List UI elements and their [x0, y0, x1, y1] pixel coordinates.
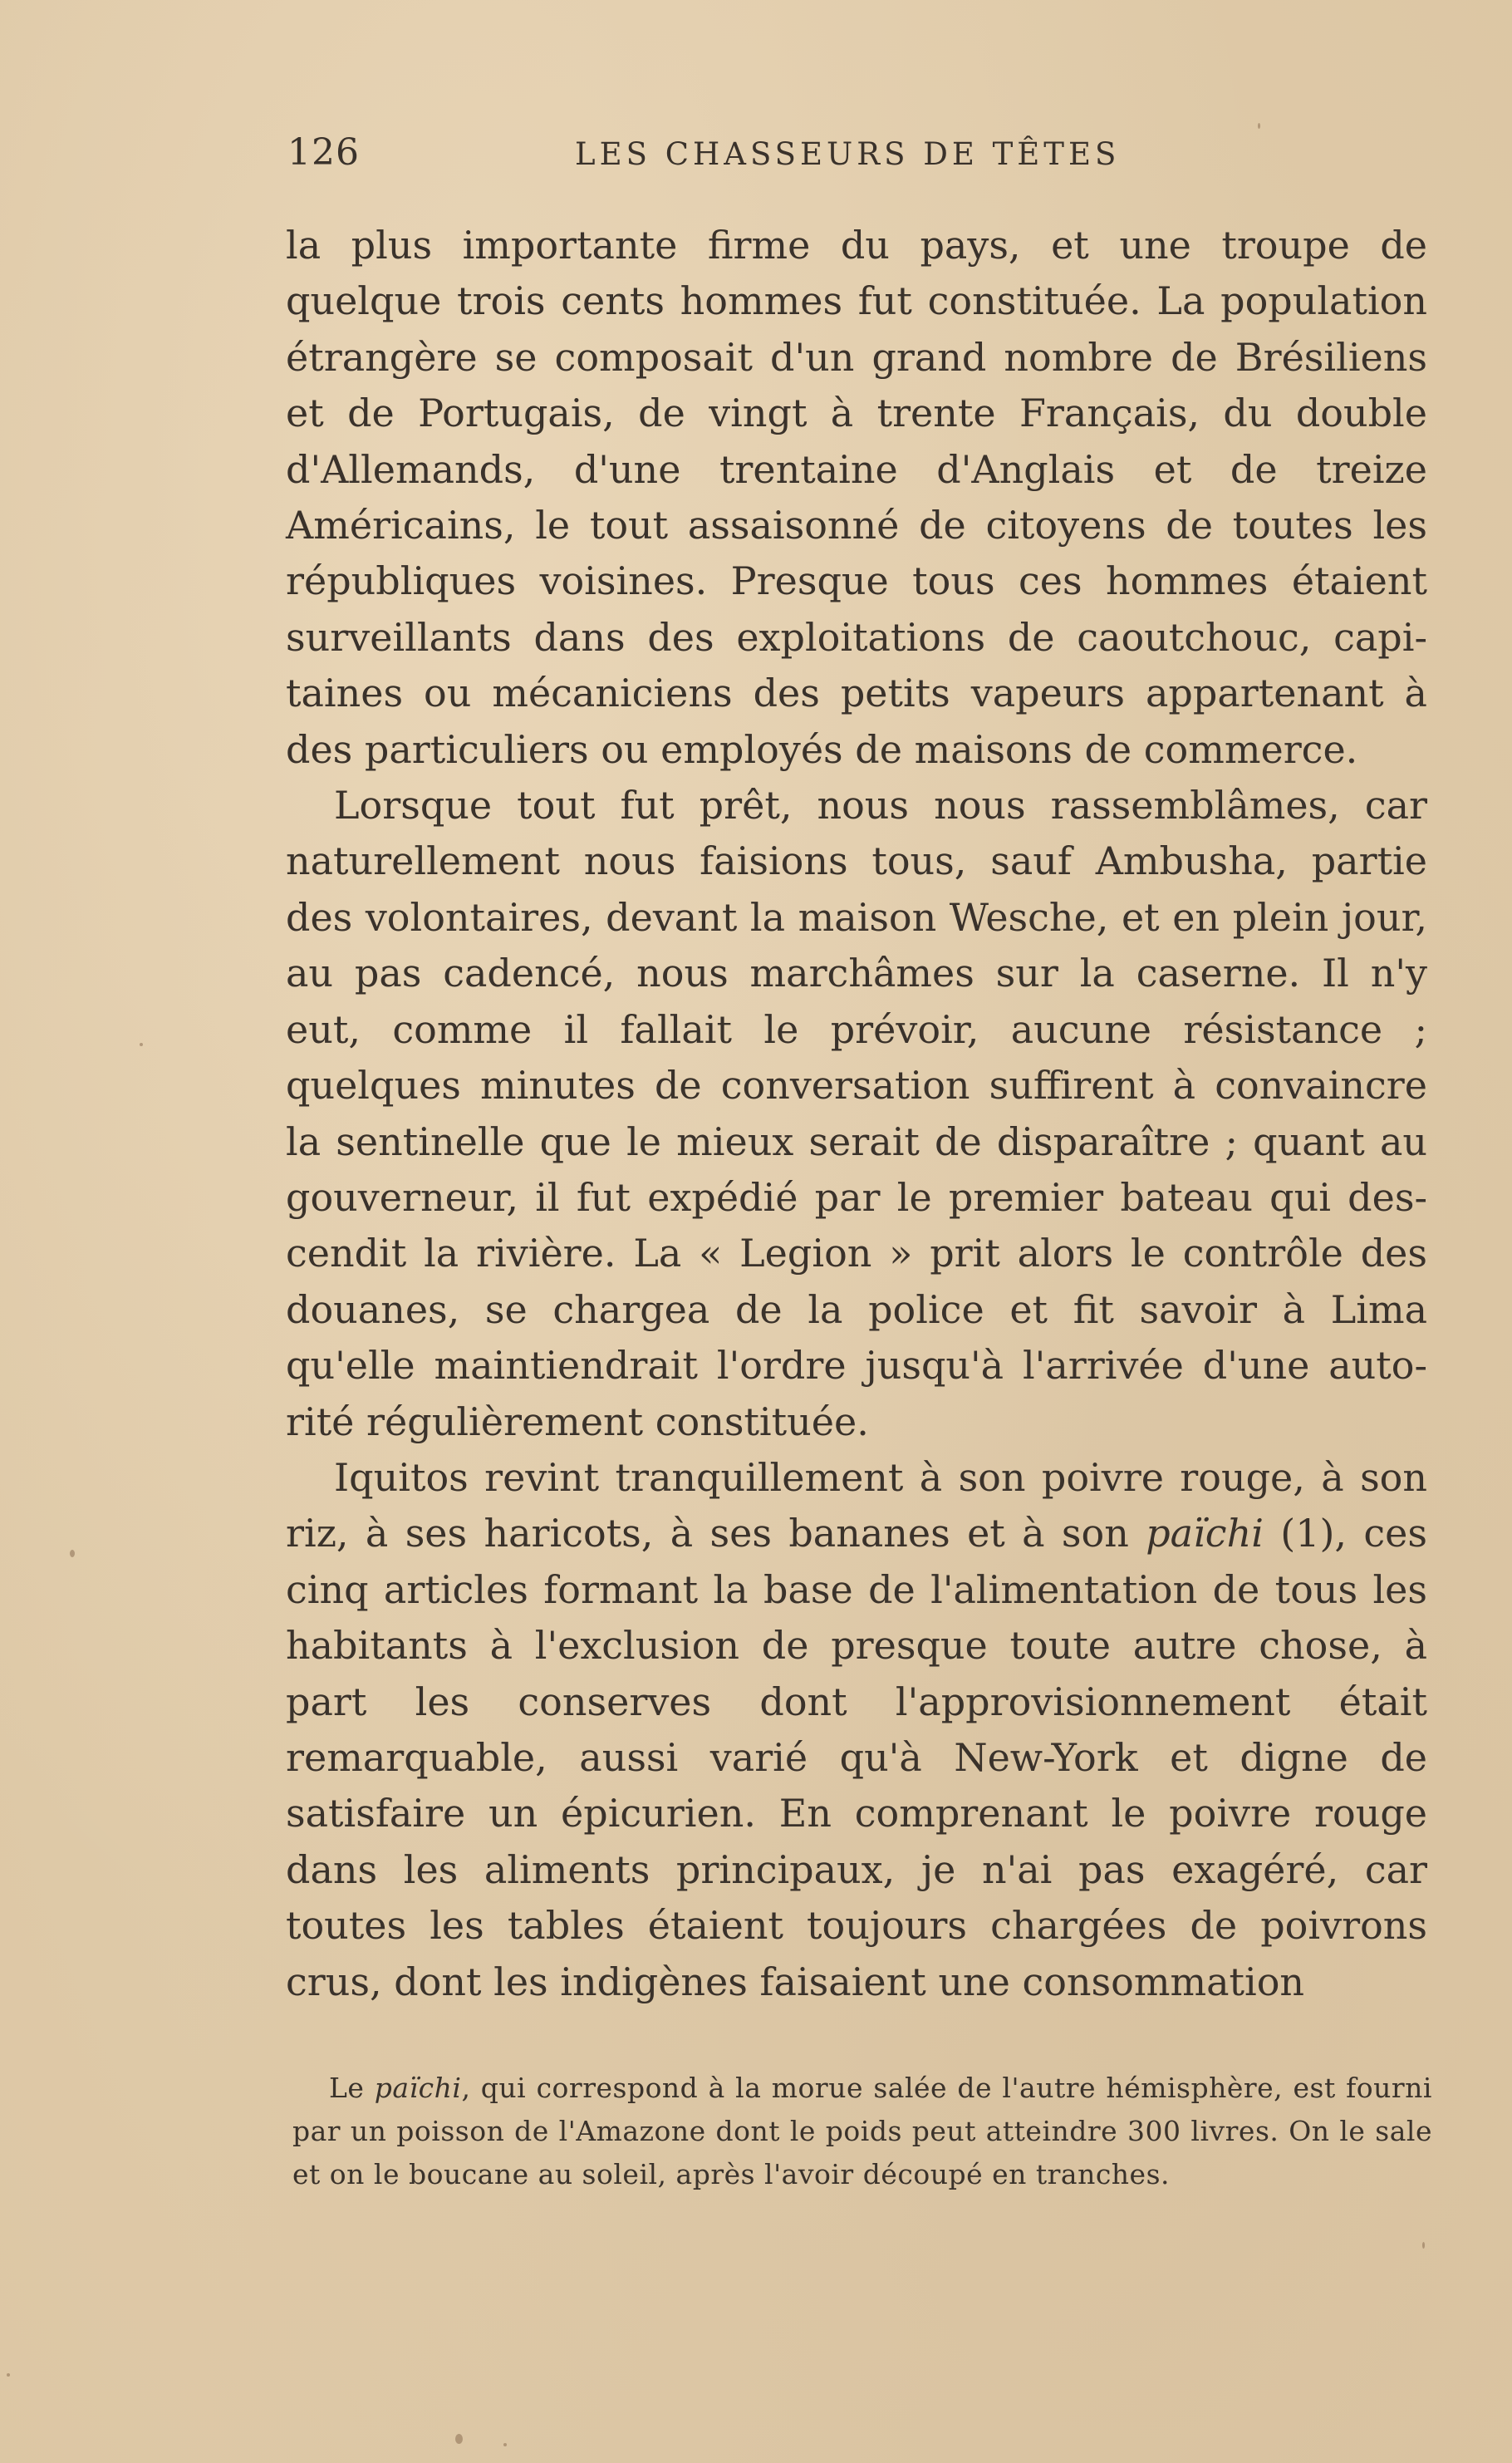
running-head: [287, 131, 1431, 181]
paragraph: Lorsque tout fut prêt, nous nous rassemblâmes, car naturellement nous faisions tous, sauf Ambusha, partie des volontaires, devant la maison Wesche, et en plein jour, au pas cadencé, nous marchâmes sur la caserne. Il n'y eut, comme il fallait le prévoir, aucune résistance ; quelques minutes de conversation suffirent à convaincre la sentinelle que le mieux serait de disparaître ; quant au gouverneur, il fut expédié par le premier bateau qui descendit la rivière. La « Legion » prit alors le contrôle des douanes, se chargea de la police et fit savoir à Lima qu'elle maintiendrait l'ordre jusqu'à l'arrivée d'une autorité régulièrement constituée.: [286, 783, 1427, 1444]
paragraph-text: Iquitos revint tranquillement à son poivre rouge, à son riz, à ses haricots, à ses bananes et à son: [286, 1454, 1427, 1556]
footnote-text: Le: [329, 2072, 375, 2104]
page-number: 126: [287, 131, 360, 174]
paper-speck: [1422, 2242, 1425, 2249]
footnote-italic-term: païchi: [374, 2072, 462, 2104]
italic-term: païchi: [1146, 1511, 1264, 1556]
footnote-text: , qui correspond à la morue salée de l'autre hémisphère, est fourni par un poisson de l'Amazone dont le poids peut atteindre 300 livres. On le sale et on le boucane au soleil, après l'avoir découpé en tranches.: [292, 2072, 1432, 2190]
running-title: LES CHASSEURS DE TÊTES: [575, 136, 1121, 172]
paper-speck: [503, 2443, 507, 2446]
paragraph-text: (1), ces cinq articles formant la base de l'alimentation de tous les habitants à l'exclusion de presque toute autre chose, à part les conserves dont l'approvisionnement était remarquable, aussi varié qu'à New-York et digne de satisfaire un épicurien. En comprenant le poivre rouge dans les aliments principaux, je n'ai pas exagéré, car toutes les tables étaient toujours chargées de poivrons crus, dont les indigènes faisaient une consommation: [286, 1511, 1427, 2004]
paper-speck: [7, 2373, 10, 2377]
paper-speck: [455, 2434, 463, 2444]
paper-speck: [1258, 123, 1260, 129]
paragraph: [286, 1450, 1427, 2010]
body-text: [286, 218, 1427, 2010]
paper-speck: [70, 1550, 75, 1557]
paper-speck: [140, 1043, 143, 1046]
paragraph: la plus importante firme du pays, et une troupe de quelque trois cents hommes fut constituée. La population étrangère se composait d'un grand nombre de Brésiliens et de Portugais, de vingt à trente Français, du double d'Allemands, d'une trentaine d'Anglais et de treize Américains, le tout assaisonné de citoyens de toutes les républiques voisines. Presque tous ces hommes étaient surveillants dans des exploitations de caoutchouc, capitaines ou mécaniciens des petits vapeurs appartenant à des particuliers ou employés de maisons de commerce.: [286, 223, 1427, 772]
footnote: [292, 2067, 1432, 2196]
